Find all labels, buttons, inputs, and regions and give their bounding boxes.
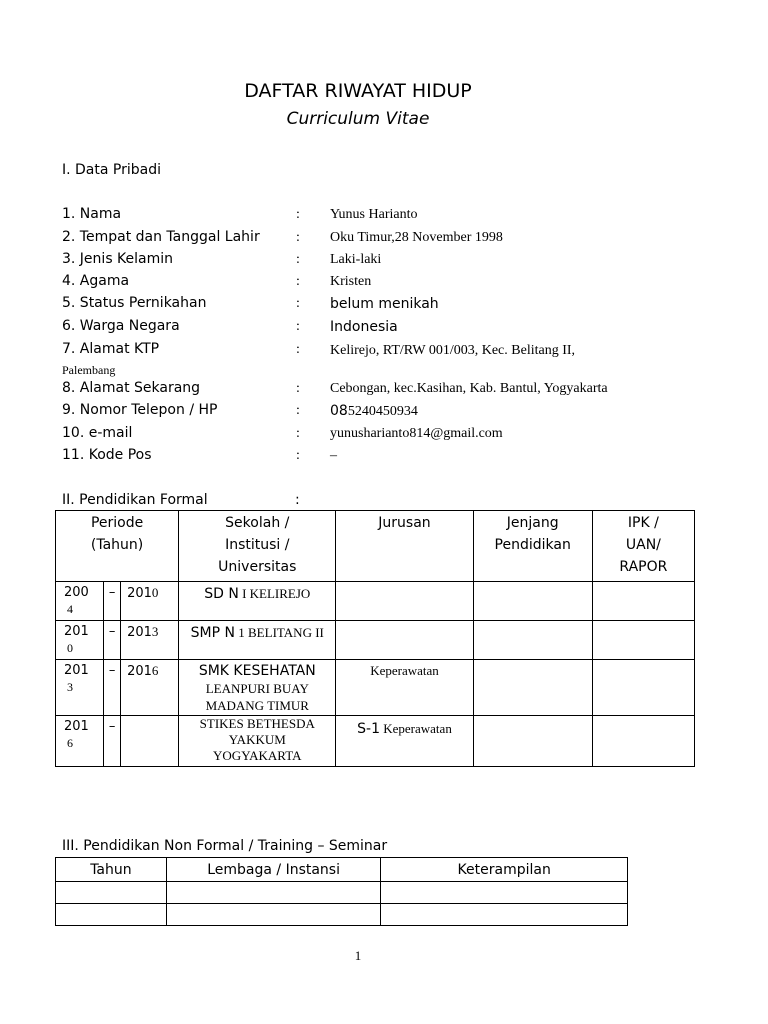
field-value-wrap: Palembang bbox=[62, 363, 116, 377]
section-heading-formal: II. Pendidikan Formal bbox=[62, 492, 208, 508]
column-header-ipk: IPK / UAN/ RAPOR bbox=[592, 511, 694, 582]
field-label: 11. Kode Pos bbox=[62, 447, 152, 463]
field-value bbox=[330, 448, 337, 464]
field-value bbox=[330, 274, 371, 290]
end-year-cell: 2010 bbox=[121, 582, 179, 621]
ipk-cell bbox=[592, 716, 694, 767]
field-label: 9. Nomor Telepon / HP bbox=[62, 402, 218, 418]
field-colon: : bbox=[296, 274, 300, 289]
field-value bbox=[330, 403, 418, 420]
field-value-text: Kelirejo, RT/RW 001/003, Kec. Belitang II, bbox=[330, 343, 576, 358]
table-row bbox=[56, 716, 695, 767]
column-header-sekolah: Sekolah / Institusi / Universitas bbox=[179, 511, 336, 582]
start-year-cell: 200 4 bbox=[56, 582, 104, 621]
page-number: 1 bbox=[354, 948, 362, 963]
end-year-cell bbox=[121, 716, 179, 767]
table-row bbox=[56, 621, 695, 660]
jenjang-cell bbox=[473, 582, 592, 621]
field-value-text: Laki-laki bbox=[330, 252, 382, 267]
field-label: 10. e-mail bbox=[62, 425, 133, 441]
field-value-text: Kristen bbox=[330, 274, 372, 289]
school-cell: SMK KESEHATAN LEANPURI BUAY MADANG TIMUR bbox=[179, 660, 336, 716]
field-label: 6. Warga Negara bbox=[62, 318, 180, 334]
column-header-jenjang: Jenjang Pendidikan bbox=[473, 511, 592, 582]
jenjang-cell bbox=[473, 621, 592, 660]
dash-cell: – bbox=[104, 582, 121, 621]
field-colon: : bbox=[296, 207, 300, 222]
field-label: 8. Alamat Sekarang bbox=[62, 380, 201, 396]
table-cell bbox=[166, 904, 381, 926]
field-value-text: yunusharianto814@gmail.com bbox=[330, 426, 503, 441]
dash-cell: – bbox=[104, 716, 121, 767]
section-heading-personal: I. Data Pribadi bbox=[62, 162, 161, 178]
field-colon: : bbox=[296, 296, 300, 311]
school-cell: SMP N 1 BELITANG II bbox=[179, 621, 336, 660]
nonformal-training-table bbox=[55, 857, 628, 926]
field-value bbox=[330, 319, 398, 335]
field-value-text: Cebongan, kec.Kasihan, Kab. Bantul, Yogyakarta bbox=[330, 381, 608, 396]
field-value-text: Indonesia bbox=[330, 319, 398, 335]
document-subtitle: Curriculum Vitae bbox=[286, 109, 430, 129]
jurusan-cell bbox=[336, 582, 473, 621]
field-colon: : bbox=[296, 252, 300, 267]
field-colon: : bbox=[296, 342, 300, 357]
table-cell bbox=[56, 882, 167, 904]
table-row bbox=[56, 582, 695, 621]
dash-cell: – bbox=[104, 621, 121, 660]
ipk-cell bbox=[592, 582, 694, 621]
field-label: 2. Tempat dan Tanggal Lahir bbox=[62, 229, 260, 245]
column-header-keterampilan: Keterampilan bbox=[381, 858, 628, 882]
field-value bbox=[330, 343, 575, 359]
section-heading-formal-colon: : bbox=[295, 492, 300, 508]
jenjang-cell bbox=[473, 716, 592, 767]
field-value bbox=[330, 426, 503, 442]
column-header-jurusan: Jurusan bbox=[336, 511, 473, 582]
document-title: DAFTAR RIWAYAT HIDUP bbox=[244, 80, 472, 102]
table-cell bbox=[166, 882, 381, 904]
ipk-cell bbox=[592, 660, 694, 716]
field-label: 1. Nama bbox=[62, 206, 122, 222]
start-year-cell: 201 0 bbox=[56, 621, 104, 660]
jurusan-cell: S-1 Keperawatan bbox=[336, 716, 473, 767]
field-value bbox=[330, 296, 439, 312]
field-colon: : bbox=[296, 230, 300, 245]
table-cell bbox=[56, 904, 167, 926]
formal-education-table bbox=[55, 510, 695, 767]
table-row bbox=[56, 660, 695, 716]
jurusan-cell: Keperawatan bbox=[336, 660, 473, 716]
table-cell bbox=[381, 904, 628, 926]
field-value bbox=[330, 207, 418, 223]
start-year-cell: 201 6 bbox=[56, 716, 104, 767]
field-value bbox=[330, 252, 381, 268]
field-value bbox=[330, 381, 608, 397]
field-value-text: – bbox=[330, 448, 337, 463]
field-colon: : bbox=[296, 319, 300, 334]
jenjang-cell bbox=[473, 660, 592, 716]
field-colon: : bbox=[296, 403, 300, 418]
table-row bbox=[56, 904, 628, 926]
school-cell: STIKES BETHESDA YAKKUM YOGYAKARTA bbox=[179, 716, 336, 767]
field-label: 7. Alamat KTP bbox=[62, 341, 160, 357]
field-label: 5. Status Pernikahan bbox=[62, 295, 207, 311]
table-cell bbox=[381, 882, 628, 904]
field-value-prefix: 08 bbox=[330, 403, 348, 419]
field-colon: : bbox=[296, 426, 300, 441]
field-label: 3. Jenis Kelamin bbox=[62, 251, 174, 267]
field-value bbox=[330, 230, 503, 246]
section-heading-nonformal: III. Pendidikan Non Formal / Training – Seminar bbox=[62, 838, 388, 854]
end-year-cell: 2013 bbox=[121, 621, 179, 660]
field-label: 4. Agama bbox=[62, 273, 130, 289]
column-header-tahun: Tahun bbox=[56, 858, 167, 882]
field-colon: : bbox=[296, 448, 300, 463]
ipk-cell bbox=[592, 621, 694, 660]
start-year-cell: 201 3 bbox=[56, 660, 104, 716]
end-year-cell: 2016 bbox=[121, 660, 179, 716]
field-value-text: 5240450934 bbox=[347, 404, 418, 419]
field-value-text: Yunus Harianto bbox=[330, 207, 418, 222]
column-header-lembaga: Lembaga / Instansi bbox=[166, 858, 381, 882]
field-value-text: Oku Timur,28 November 1998 bbox=[330, 230, 503, 245]
jurusan-cell bbox=[336, 621, 473, 660]
column-header-periode: Periode (Tahun) bbox=[56, 511, 179, 582]
school-cell: SD N I KELIREJO bbox=[179, 582, 336, 621]
field-value-text: belum menikah bbox=[330, 296, 439, 312]
table-row bbox=[56, 882, 628, 904]
dash-cell: – bbox=[104, 660, 121, 716]
field-colon: : bbox=[296, 381, 300, 396]
